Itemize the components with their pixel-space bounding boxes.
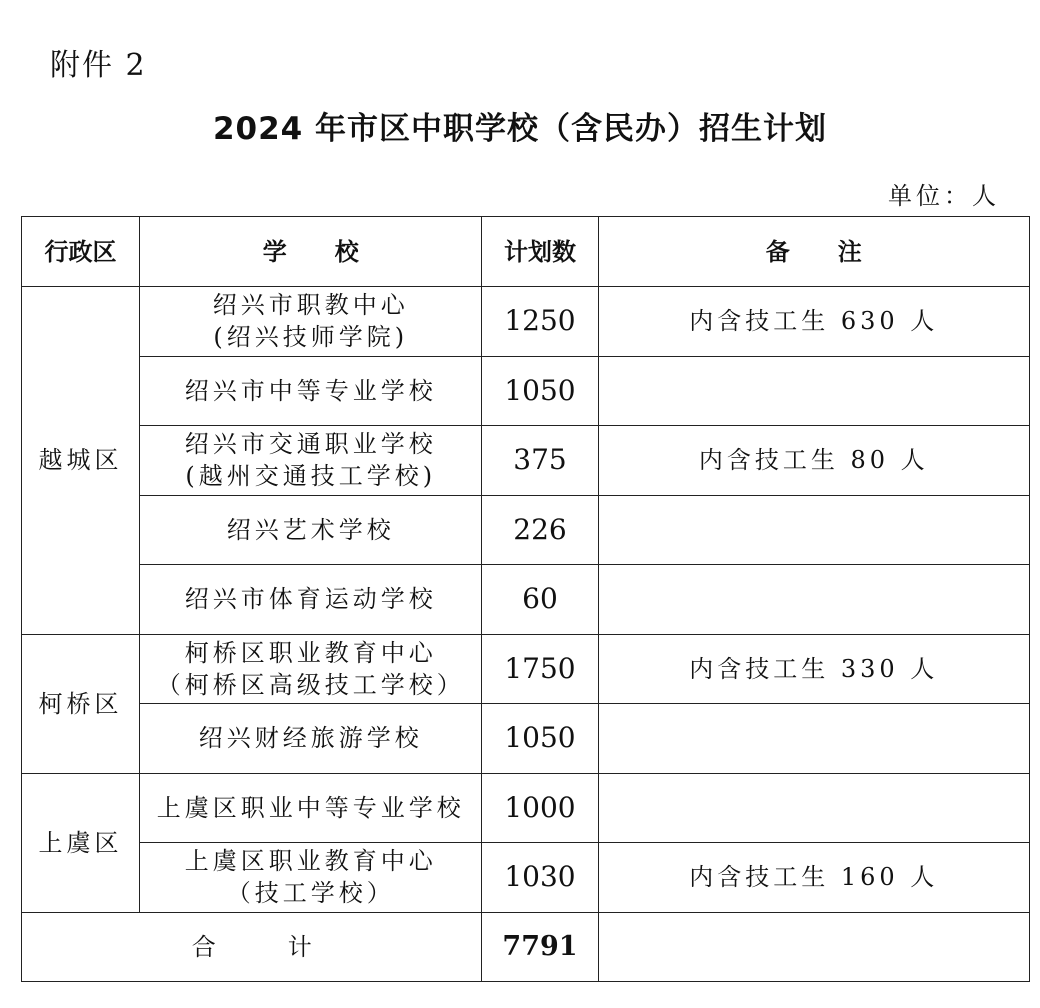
remark-cell xyxy=(598,356,1029,426)
school-cell xyxy=(140,565,482,635)
remark-cell: 内含技工生 160 人 xyxy=(598,843,1029,913)
school-cell xyxy=(140,843,482,913)
remark-cell xyxy=(598,704,1029,774)
school-name: 绍兴市体育运动学校 xyxy=(184,585,437,614)
table-row xyxy=(22,287,1030,357)
attachment-label: 附件 2 xyxy=(50,48,147,83)
remark-cell xyxy=(598,773,1029,843)
school-name: 柯桥区职业教育中心 xyxy=(184,638,437,667)
plan-count-cell: 1030 xyxy=(482,843,598,913)
table-row xyxy=(22,704,1030,774)
plan-count-cell: 1750 xyxy=(482,634,598,704)
table-header-row xyxy=(22,217,1030,287)
header-school: 学 校 xyxy=(140,217,482,287)
plan-count-cell: 1250 xyxy=(482,287,598,357)
school-name: 上虞区职业教育中心 xyxy=(184,847,437,876)
plan-count-cell: 226 xyxy=(482,495,598,565)
total-row xyxy=(22,912,1030,982)
unit-label: 单位：人 xyxy=(888,182,1000,210)
school-cell xyxy=(140,634,482,704)
total-remark xyxy=(598,912,1029,982)
district-cell-yuecheng: 越城区 xyxy=(22,287,140,635)
school-name: 绍兴艺术学校 xyxy=(226,515,395,544)
total-count: 7791 xyxy=(482,912,598,982)
school-alias: (越州交通技工学校) xyxy=(185,462,437,491)
school-cell xyxy=(140,356,482,426)
header-remarks: 备 注 xyxy=(598,217,1029,287)
district-cell-keqiao: 柯桥区 xyxy=(22,634,140,773)
table-row xyxy=(22,773,1030,843)
plan-count-cell: 1050 xyxy=(482,704,598,774)
total-label: 合 计 xyxy=(22,912,482,982)
table-row xyxy=(22,356,1030,426)
plan-count-cell: 60 xyxy=(482,565,598,635)
plan-count-cell: 1000 xyxy=(482,773,598,843)
school-alias: （柯桥区高级技工学校） xyxy=(156,670,465,699)
school-cell xyxy=(140,773,482,843)
school-alias: (绍兴技师学院) xyxy=(213,323,409,352)
table-row xyxy=(22,426,1030,496)
school-name: 绍兴财经旅游学校 xyxy=(198,724,423,753)
enrollment-plan-table xyxy=(21,216,1030,982)
header-plan-count: 计划数 xyxy=(482,217,598,287)
plan-count-cell: 1050 xyxy=(482,356,598,426)
district-cell-shangyu: 上虞区 xyxy=(22,773,140,912)
school-cell xyxy=(140,704,482,774)
plan-count-cell: 375 xyxy=(482,426,598,496)
table-row xyxy=(22,495,1030,565)
school-name: 上虞区职业中等专业学校 xyxy=(156,793,465,822)
table-row xyxy=(22,843,1030,913)
school-cell xyxy=(140,426,482,496)
table-row xyxy=(22,634,1030,704)
school-cell xyxy=(140,287,482,357)
remark-cell: 内含技工生 630 人 xyxy=(598,287,1029,357)
table-row xyxy=(22,565,1030,635)
school-name: 绍兴市中等专业学校 xyxy=(184,376,437,405)
remark-cell xyxy=(598,495,1029,565)
remark-cell: 内含技工生 80 人 xyxy=(598,426,1029,496)
remark-cell xyxy=(598,565,1029,635)
school-alias: （技工学校） xyxy=(226,879,395,908)
school-name: 绍兴市交通职业学校 xyxy=(184,430,437,459)
school-cell xyxy=(140,495,482,565)
school-name: 绍兴市职教中心 xyxy=(212,291,409,320)
header-district: 行政区 xyxy=(22,217,140,287)
page-title: 2024 年市区中职学校（含民办）招生计划 xyxy=(212,111,828,147)
remark-cell: 内含技工生 330 人 xyxy=(598,634,1029,704)
